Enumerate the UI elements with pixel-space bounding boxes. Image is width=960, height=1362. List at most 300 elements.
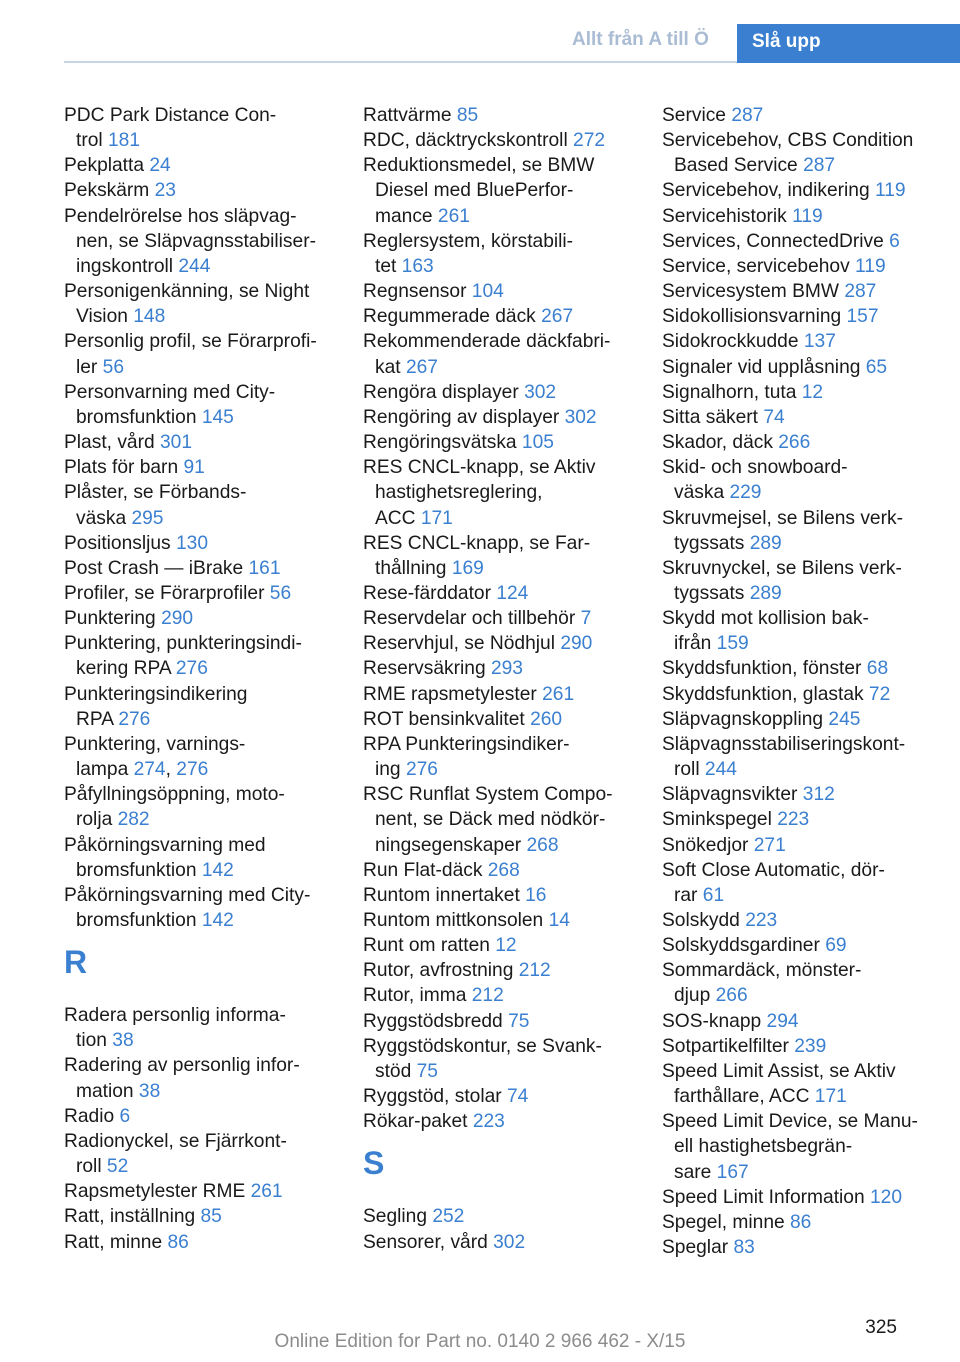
page-reference-link[interactable]: 261 — [250, 1181, 283, 1203]
index-term: farthållare, ACC — [674, 1086, 815, 1108]
page-reference-link[interactable]: 169 — [451, 557, 484, 579]
page-reference-link[interactable]: 104 — [471, 281, 504, 303]
page-reference-link[interactable]: 6 — [889, 230, 900, 252]
page-reference-link[interactable]: 289 — [749, 582, 782, 604]
page-reference-link[interactable]: 148 — [133, 306, 166, 328]
index-entry — [363, 958, 648, 983]
tab-lookup[interactable]: Slå upp — [737, 24, 960, 63]
index-term: Regnsensor — [363, 281, 472, 303]
page-reference-link[interactable]: 75 — [508, 1010, 530, 1032]
index-term: djup — [674, 985, 716, 1007]
page-reference-link[interactable]: 23 — [154, 180, 176, 202]
page-reference-link[interactable]: 290 — [161, 608, 194, 630]
index-term: väska — [76, 507, 132, 529]
index-term: Pekskärm — [64, 180, 155, 202]
index-entry — [363, 908, 648, 933]
index-entry — [363, 581, 648, 606]
index-entry — [662, 103, 947, 128]
index-entry — [363, 606, 648, 631]
index-entry — [363, 883, 648, 908]
page-reference-link[interactable]: 276 — [176, 759, 209, 781]
index-entry — [64, 833, 349, 883]
page-reference-link[interactable]: 86 — [167, 1231, 189, 1253]
index-term: Reservhjul, se Nödhjul — [363, 633, 561, 655]
page-reference-link[interactable]: 85 — [456, 105, 479, 126]
index-term: Personlig profil, se Förarprofi- — [64, 331, 317, 353]
index-term: SOS-knapp — [662, 1010, 767, 1032]
page-reference-link[interactable]: 142 — [201, 859, 234, 881]
index-term: mation — [76, 1080, 139, 1102]
index-term: Ratt, inställning — [64, 1206, 201, 1228]
index-entry — [662, 958, 947, 1008]
page-reference-link[interactable]: 289 — [749, 532, 782, 554]
page-reference-link[interactable]: 105 — [521, 432, 554, 454]
page-reference-link[interactable]: 287 — [844, 281, 877, 303]
page-reference-link[interactable]: 16 — [525, 884, 547, 906]
index-entry — [363, 329, 648, 379]
index-term: Rapsmetylester RME — [64, 1181, 251, 1203]
index-entry — [662, 128, 947, 178]
index-term: Punktering, varnings- — [64, 733, 246, 755]
index-entry — [363, 1109, 648, 1134]
index-term: Radera personlig informa- — [64, 1005, 286, 1027]
index-term: hastighetsreglering, — [375, 482, 543, 504]
page-reference-link[interactable]: 161 — [248, 557, 281, 579]
index-term: Punktering — [64, 608, 162, 630]
index-term: Sminkspegel — [662, 809, 778, 831]
index-term: Post Crash — iBrake — [64, 557, 249, 579]
index-entry — [363, 682, 648, 707]
index-term: Ratt, minne — [64, 1231, 168, 1253]
index-entry — [64, 1179, 349, 1204]
index-entry — [64, 380, 349, 430]
page-reference-link[interactable]: 157 — [846, 306, 879, 328]
index-term: Sidokrockkudde — [662, 331, 804, 353]
index-entry — [662, 506, 947, 556]
index-entry — [662, 782, 947, 807]
index-term: Based Service — [674, 155, 804, 177]
index-term: Pekplatta — [64, 155, 150, 177]
page-reference-link[interactable]: 56 — [269, 582, 292, 604]
page-reference-link[interactable]: 261 — [542, 683, 575, 705]
page-reference-link[interactable]: 244 — [178, 255, 211, 277]
index-term: nen, se Släpvagnsstabiliser- — [76, 230, 316, 252]
index-term: sare — [674, 1161, 717, 1183]
index-term: Solskyddsgardiner — [662, 935, 826, 957]
index-entry — [64, 1003, 349, 1053]
index-term: ningsegenskaper — [375, 834, 527, 856]
page-reference-link[interactable]: 244 — [704, 759, 737, 781]
index-entry — [363, 128, 648, 153]
index-column-3 — [662, 103, 947, 1260]
page-reference-link[interactable]: 268 — [526, 834, 559, 856]
index-entry: Punktering, varnings- lampa 274, 276 — [64, 733, 246, 781]
page-reference-link[interactable]: 266 — [715, 985, 748, 1007]
index-entry — [64, 1204, 349, 1229]
index-entry — [363, 153, 648, 228]
index-term: Skador, däck — [662, 432, 779, 454]
index-entry — [662, 656, 947, 681]
index-term: Reglersystem, körstabili- — [363, 230, 574, 252]
index-entry — [662, 807, 947, 832]
index-term: Skid- och snowboard- — [662, 457, 848, 479]
page-reference-link[interactable]: 65 — [865, 356, 888, 378]
index-term: Servicehistorik — [662, 205, 793, 227]
index-entry — [64, 455, 349, 480]
index-term: Rekommenderade däckfabri- — [363, 331, 611, 353]
index-term: Positionsljus — [64, 532, 176, 554]
page-reference-link[interactable]: 130 — [175, 532, 208, 554]
index-term: bromsfunktion — [76, 406, 202, 428]
index-term: Regummerade däck — [363, 306, 542, 328]
page-reference-link[interactable]: 223 — [777, 809, 810, 831]
index-entry — [64, 1230, 349, 1255]
page-reference-link[interactable]: 245 — [828, 708, 861, 730]
index-entry — [662, 1009, 947, 1034]
index-term: Rengöra displayer — [363, 381, 525, 403]
index-entry — [662, 1034, 947, 1059]
page-reference-link[interactable]: 271 — [753, 834, 786, 856]
index-term: PDC Park Distance Con- — [64, 105, 277, 126]
index-entry — [662, 229, 947, 254]
page-reference-link[interactable]: 83 — [733, 1237, 755, 1259]
index-entry — [64, 1104, 349, 1129]
index-term: Spegel, minne — [662, 1211, 790, 1233]
page-reference-link[interactable]: 260 — [530, 708, 563, 730]
page-reference-link[interactable]: 75 — [416, 1060, 438, 1082]
page-reference-link[interactable]: 301 — [159, 432, 192, 454]
page-reference-link[interactable]: 295 — [131, 507, 164, 529]
page-reference-link[interactable]: 61 — [702, 884, 725, 906]
index-term: rar — [674, 884, 703, 906]
index-entry — [662, 1059, 947, 1109]
index-term: ACC — [375, 507, 421, 529]
index-term: lampa — [76, 759, 134, 781]
index-entry — [64, 153, 349, 178]
index-entry — [363, 732, 648, 782]
index-term: Ryggstödsbredd — [363, 1010, 509, 1032]
page-reference-link[interactable]: 14 — [548, 910, 570, 931]
page-reference-link[interactable]: 119 — [874, 180, 906, 202]
index-entry — [64, 430, 349, 455]
index-term: RPA — [76, 708, 119, 730]
letter-heading: S — [363, 1145, 385, 1182]
index-term: Släpvagnsvikter — [662, 784, 803, 806]
page-reference-link[interactable]: 268 — [487, 859, 520, 881]
page-reference-link[interactable]: 119 — [792, 205, 823, 227]
index-entry — [662, 279, 947, 304]
index-term: väska — [674, 482, 730, 504]
index-entry — [662, 933, 947, 958]
page-header — [0, 0, 960, 64]
page-reference-link[interactable]: 159 — [716, 633, 749, 655]
index-term: Speed Limit Assist, se Aktiv — [662, 1060, 896, 1082]
index-term: Sitta säkert — [662, 406, 764, 428]
index-entry — [662, 304, 947, 329]
index-term: Rutor, imma — [363, 985, 472, 1007]
index-term: Personvarning med City- — [64, 381, 276, 403]
index-term: trol — [76, 130, 108, 152]
index-entry — [363, 933, 648, 958]
page-reference-link[interactable]: 24 — [149, 155, 171, 177]
page-reference-link[interactable]: 266 — [778, 432, 811, 454]
page-reference-link[interactable]: 69 — [825, 935, 847, 957]
page-reference-link[interactable]: 293 — [490, 658, 523, 680]
index-term: rolja — [76, 809, 118, 831]
index-term: Skyddsfunktion, glastak — [662, 683, 869, 705]
page-reference-link[interactable]: 85 — [200, 1206, 222, 1228]
index-term: Plats för barn — [64, 457, 184, 479]
index-term: Radering av personlig infor- — [64, 1055, 300, 1077]
page-reference-link[interactable]: 272 — [573, 130, 606, 152]
index-term: Skyddsfunktion, fönster — [662, 658, 867, 680]
page-reference-link[interactable]: 72 — [868, 683, 891, 705]
index-term: ingskontroll — [76, 255, 179, 277]
index-entry — [363, 455, 648, 530]
page-reference-link[interactable]: 229 — [729, 482, 762, 504]
page-reference-link[interactable]: 74 — [763, 406, 785, 428]
index-term: ler — [76, 356, 103, 378]
index-entry — [662, 355, 947, 380]
index-term: tet — [375, 255, 402, 277]
page-reference-link[interactable]: 302 — [564, 406, 597, 428]
index-entry — [363, 858, 648, 883]
index-term: kat — [375, 356, 406, 378]
index-entry — [363, 229, 648, 279]
page-reference-link[interactable]: 120 — [869, 1186, 902, 1208]
page-reference-link[interactable]: 287 — [731, 105, 764, 126]
index-term: ifrån — [674, 633, 717, 655]
index-entry — [363, 430, 648, 455]
index-entry — [662, 430, 947, 455]
page-reference-link[interactable]: 290 — [560, 633, 593, 655]
index-term: Signalhorn, tuta — [662, 381, 802, 403]
page-reference-link[interactable]: 145 — [201, 406, 234, 428]
index-entry — [662, 178, 947, 203]
index-entry — [662, 380, 947, 405]
index-entry — [64, 581, 349, 606]
page-reference-link[interactable]: 163 — [401, 255, 434, 277]
page-reference-link[interactable]: 181 — [108, 130, 141, 152]
index-term: Sensorer, vård — [363, 1231, 494, 1253]
page-reference-link[interactable]: 142 — [201, 910, 234, 931]
index-term: Diesel med BluePerfor- — [375, 180, 574, 202]
index-term: ell hastighetsbegrän- — [674, 1136, 853, 1158]
index-term: RME rapsmetylester — [363, 683, 543, 705]
page-reference-link[interactable]: 282 — [117, 809, 150, 831]
index-entry — [64, 1129, 349, 1179]
index-entry — [363, 304, 648, 329]
page-reference-link[interactable]: 261 — [437, 205, 470, 227]
index-term: Släpvagnsstabiliseringskont- — [662, 733, 906, 755]
index-term: ROT bensinkvalitet — [363, 708, 531, 730]
letter-heading: R — [64, 944, 88, 981]
index-entry — [64, 480, 349, 530]
index-entry — [662, 556, 947, 606]
page-reference-link[interactable]: 68 — [866, 658, 889, 680]
index-term: Servicebehov, indikering — [662, 180, 875, 202]
index-term: Radio — [64, 1105, 120, 1127]
index-entry — [363, 656, 648, 681]
index-term: Speed Limit Information — [662, 1186, 870, 1208]
page-reference-link[interactable]: 267 — [541, 306, 574, 328]
index-term: tion — [76, 1030, 113, 1052]
index-entry — [662, 1185, 947, 1210]
index-entry — [363, 1034, 648, 1084]
page-reference-link[interactable]: 119 — [855, 255, 886, 277]
page-reference-link[interactable]: 52 — [106, 1156, 129, 1178]
index-entry — [662, 329, 947, 354]
index-term: Släpvagnskoppling — [662, 708, 829, 730]
page-reference-link[interactable]: 124 — [496, 582, 529, 604]
index-term: RES CNCL-knapp, se Far- — [363, 532, 591, 554]
index-term: Plast, vård — [64, 432, 160, 454]
page-reference-link[interactable]: 267 — [405, 356, 438, 378]
index-term: roll — [674, 759, 705, 781]
index-entry — [363, 1084, 648, 1109]
page-reference-link[interactable]: 212 — [518, 960, 551, 982]
page-reference-link[interactable]: 38 — [112, 1030, 134, 1052]
index-term: Påkörningsvarning med — [64, 834, 266, 856]
page-reference-link[interactable]: 12 — [495, 935, 517, 957]
edition-footer: Online Edition for Part no. 0140 2 966 462 - X/15 — [274, 1331, 686, 1352]
index-term: Plåster, se Förbands- — [64, 482, 247, 504]
index-entry — [64, 606, 349, 631]
index-entry — [64, 531, 349, 556]
index-entry — [64, 279, 349, 329]
index-term: Reservsäkring — [363, 658, 491, 680]
page-reference-link[interactable]: 167 — [716, 1161, 749, 1183]
index-term: Segling — [363, 1206, 433, 1228]
index-entry — [662, 1235, 947, 1260]
index-term: Ryggstödskontur, se Svank- — [363, 1035, 602, 1057]
index-term: Rutor, avfrostning — [363, 960, 519, 982]
index-term: RDC, däcktryckskontroll — [363, 130, 574, 152]
index-entry — [662, 405, 947, 430]
index-term: Påfyllningsöppning, moto- — [64, 784, 285, 806]
index-entry — [363, 707, 648, 732]
page-reference-link[interactable]: 294 — [766, 1010, 799, 1032]
page-reference-link[interactable]: 252 — [432, 1206, 465, 1228]
page-reference-link[interactable]: 239 — [794, 1035, 827, 1057]
page-reference-link[interactable]: 223 — [745, 910, 778, 931]
page-reference-link[interactable]: 12 — [801, 381, 824, 403]
page-reference-link[interactable]: 137 — [803, 331, 836, 353]
page-reference-link[interactable]: 74 — [506, 1086, 529, 1108]
index-term: Rökar-paket — [363, 1111, 473, 1133]
index-term: Punkteringsindikering — [64, 683, 248, 705]
index-entry — [64, 204, 349, 279]
page-reference-link[interactable]: 56 — [102, 356, 124, 378]
page-reference-link[interactable]: 171 — [814, 1086, 847, 1108]
index-term: tygssats — [674, 532, 750, 554]
index-entry — [363, 1204, 648, 1229]
index-entry — [64, 178, 349, 203]
index-term: RSC Runflat System Compo- — [363, 784, 613, 806]
index-term: Run Flat-däck — [363, 859, 488, 881]
index-term: RES CNCL-knapp, se Aktiv — [363, 457, 596, 479]
index-entry — [363, 631, 648, 656]
index-term: stöd — [375, 1060, 417, 1082]
page-reference-link[interactable]: 302 — [524, 381, 557, 403]
index-entry — [363, 1230, 648, 1255]
page-reference-link[interactable]: 274 — [133, 759, 166, 781]
index-entry — [662, 732, 947, 782]
index-term: Speed Limit Device, se Manu- — [662, 1111, 918, 1133]
index-entry — [363, 279, 648, 304]
index-term: kering RPA — [76, 658, 176, 680]
index-term: Service — [662, 105, 732, 126]
page-reference-link[interactable]: 287 — [803, 155, 836, 177]
index-entry — [363, 103, 648, 128]
index-term: mance — [375, 205, 438, 227]
page-reference-link[interactable]: 91 — [183, 457, 205, 479]
index-entry — [662, 606, 947, 656]
index-term: Påkörningsvarning med City- — [64, 884, 311, 906]
page-reference-link[interactable]: 276 — [405, 759, 438, 781]
page-reference-link[interactable]: 312 — [802, 784, 835, 806]
page-reference-link[interactable]: 38 — [138, 1080, 161, 1102]
index-entry — [64, 103, 349, 153]
index-term: Sommardäck, mönster- — [662, 960, 862, 982]
index-term: RPA Punkteringsindiker- — [363, 733, 570, 755]
index-column-1 — [64, 103, 349, 1255]
index-entry — [64, 1053, 349, 1103]
index-term: ing — [375, 759, 406, 781]
page-reference-link[interactable]: 7 — [580, 608, 592, 630]
index-entry — [662, 1109, 947, 1184]
index-entry — [64, 329, 349, 379]
page-reference-link[interactable]: 276 — [118, 708, 151, 730]
tab-index-a-to-o[interactable]: Allt från A till Ö — [572, 29, 709, 50]
index-term: Sotpartikelfilter — [662, 1035, 795, 1057]
index-term: Rengöringsvätska — [363, 432, 522, 454]
index-entry — [64, 556, 349, 581]
page-reference-link[interactable]: 223 — [472, 1111, 505, 1133]
index-term: Punktering, punkteringsindi- — [64, 633, 302, 655]
index-entry — [64, 631, 349, 681]
page-reference-link[interactable]: 171 — [420, 507, 453, 529]
index-entry — [363, 1009, 648, 1034]
index-term: Skruvmejsel, se Bilens verk- — [662, 507, 903, 529]
index-term: Reservdelar och tillbehör — [363, 608, 581, 630]
index-term: Rengöring av displayer — [363, 406, 565, 428]
index-term: Rese-färddator — [363, 582, 497, 604]
index-term: Servicesystem BMW — [662, 281, 845, 303]
index-term: Rattvärme — [363, 105, 457, 126]
index-entry — [662, 254, 947, 279]
index-entry — [363, 983, 648, 1008]
index-term: bromsfunktion — [76, 910, 202, 931]
page-reference-link[interactable]: 276 — [175, 658, 208, 680]
index-term: Pendelrörelse hos släpvag- — [64, 205, 297, 227]
index-entry — [662, 204, 947, 229]
page-reference-link[interactable]: 6 — [119, 1105, 131, 1127]
page-reference-link[interactable]: 86 — [790, 1211, 812, 1233]
index-entry — [662, 455, 947, 505]
page-reference-link[interactable]: 302 — [493, 1231, 526, 1253]
index-term: nent, se Däck med nödkör- — [375, 809, 606, 831]
index-term: Runtom mittkonsolen — [363, 910, 549, 931]
index-term: thållning — [375, 557, 452, 579]
index-entry — [662, 858, 947, 908]
index-term: bromsfunktion — [76, 859, 202, 881]
index-entry — [64, 883, 349, 933]
index-term: Skruvnyckel, se Bilens verk- — [662, 557, 902, 579]
index-term: Sidokollisionsvarning — [662, 306, 847, 328]
index-term: Runtom innertaket — [363, 884, 526, 906]
page-reference-link[interactable]: 212 — [471, 985, 504, 1007]
